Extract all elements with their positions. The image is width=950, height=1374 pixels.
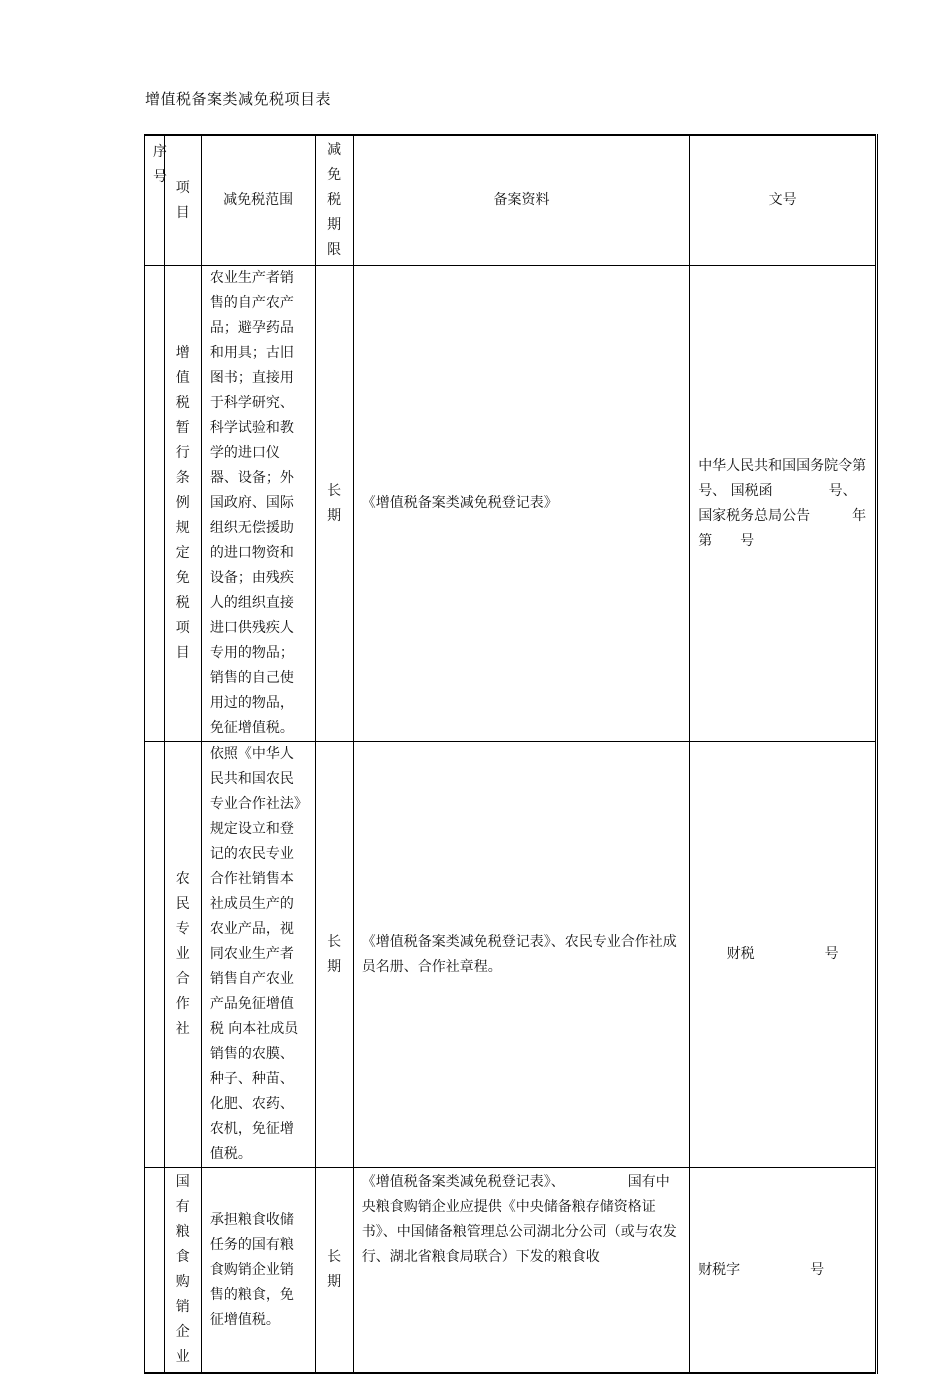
cell-ref: 中华人民共和国国务院令第 号、 国税函 号、国家税务总局公告 年第 号 [690,266,877,742]
cell-seq [145,266,165,742]
cell-period: 长期 [315,742,353,1168]
header-ref: 文号 [690,135,877,266]
cell-ref: 财税 号 [690,742,877,1168]
cell-period: 长期 [315,1168,353,1374]
cell-ref: 财税字 号 [690,1168,877,1374]
header-period: 减免税期限 [315,135,353,266]
cell-scope: 依照《中华人民共和国农民专业合作社法》规定设立和登记的农民专业合作社销售本社成员生产的农业产品，视同农业生产者销售自产农业产品免征增值税 向本社成员销售的农膜、种子、种苗、化肥、农药、农机，免征增值税。 [201,742,315,1168]
header-seq: 序号 [145,135,165,266]
cell-seq [145,742,165,1168]
table-row [145,266,877,742]
cell-scope: 承担粮食收储任务的国有粮食购销企业销售的粮食，免征增值税。 [201,1168,315,1374]
cell-docs: 《增值税备案类减免税登记表》、 国有中央粮食购销企业应提供《中央储备粮存储资格证书》、中国储备粮管理总公司湖北分公司（或与农发行、湖北省粮食局联合）下发的粮食收 [353,1168,689,1374]
cell-docs: 《增值税备案类减免税登记表》、农民专业合作社成员名册、合作社章程。 [353,742,689,1168]
cell-period: 长期 [315,266,353,742]
header-docs: 备案资料 [353,135,689,266]
table-row [145,1168,877,1374]
table-row [145,742,877,1168]
cell-docs: 《增值税备案类减免税登记表》 [353,266,689,742]
table-header-row [145,135,877,266]
cell-item: 农民专业合作社 [164,742,201,1168]
cell-seq [145,1168,165,1374]
document-title: 增值税备案类减免税项目表 [145,90,332,108]
cell-item: 增值税暂行条例规定免税项目 [164,266,201,742]
cell-scope: 农业生产者销售的自产农产品；避孕药品和用具；古旧图书；直接用于科学研究、科学试验和教学的进口仪器、设备；外国政府、国际组织无偿援助的进口物资和设备；由残疾人的组织直接进口供残疾人专用的物品；销售的自己使用过的物品，免征增值税。 [201,266,315,742]
cell-item: 国有粮食购销企业 [164,1168,201,1374]
header-item: 项目 [164,135,201,266]
header-scope: 减免税范围 [201,135,315,266]
tax-exemption-table [144,134,895,1374]
